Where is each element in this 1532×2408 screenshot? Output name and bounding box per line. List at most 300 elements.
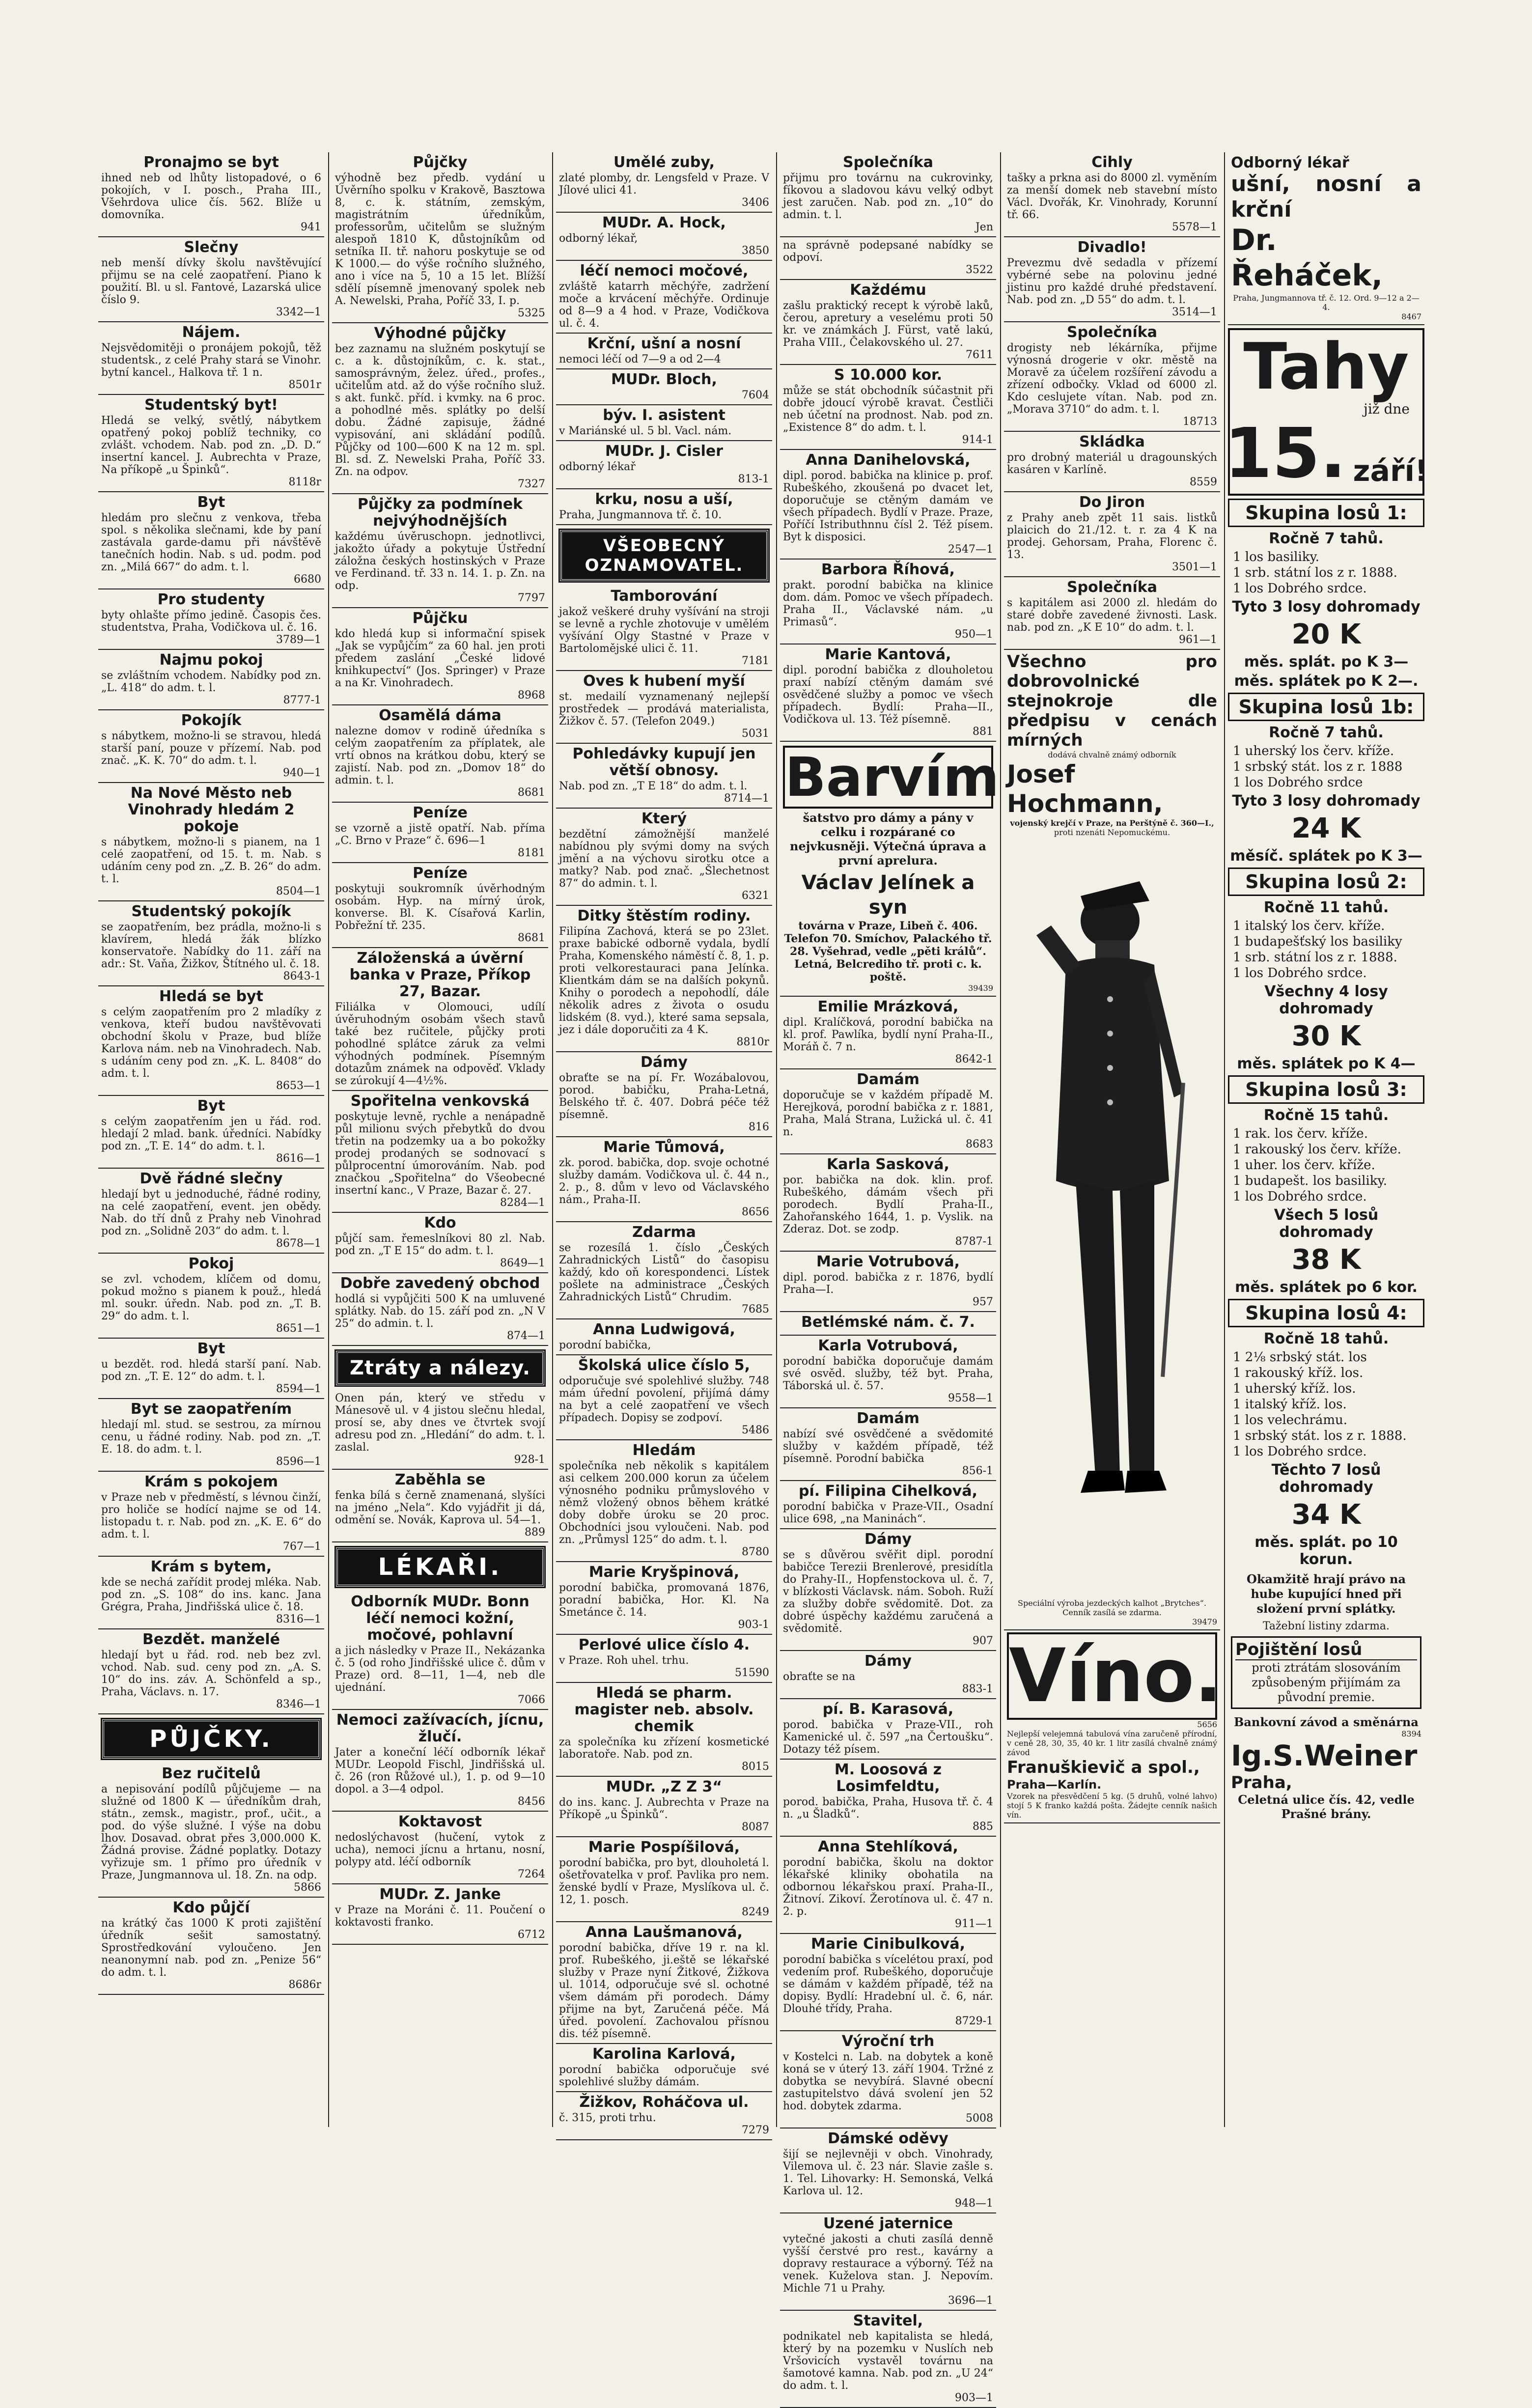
tazebni-listiny: Tažební listiny zdarma. [1262, 1620, 1390, 1632]
ad-code: 948—1 [955, 2197, 993, 2210]
ad-text: byty ohlašte přímo jedině. Časopis čes. studentstva, Praha, Vodičkova ul. č. 16. [101, 609, 321, 634]
column-2-doctor-ads [332, 1592, 548, 1945]
ad-code: 51590 [735, 1667, 769, 1679]
lottery-group-title: Skupina losů 2: [1228, 868, 1424, 896]
classified-ad [780, 1760, 996, 1837]
ad-title: Spořitelna venkovská [350, 1092, 530, 1110]
ad-text: šijí se nejlevněji v obch. Vinohrady, Vilemova ul. č. 23 nár. Slavie zašle s. 1. Tel. Lihovarky: H. Semonská, Velká Karlova ul. 12. [783, 2148, 993, 2197]
classified-ad [98, 492, 324, 589]
ad-title: Anna Danihelovská, [806, 451, 971, 469]
ad-code: 961—1 [1179, 634, 1217, 646]
column-5-ads [1004, 152, 1220, 650]
classified-ad [780, 2128, 996, 2213]
classified-ad [556, 1922, 772, 2044]
ad-code: 7611 [966, 349, 993, 361]
ad-title: Studentský byt! [144, 396, 278, 414]
ad-title: Osamělá dáma [379, 707, 501, 724]
ad-title: Marie Kryšpinová, [588, 1564, 740, 1581]
classified-ad [780, 1529, 996, 1651]
lottery-items [1228, 743, 1424, 790]
ad-code: 8686r [288, 1979, 321, 1991]
ad-code: 3696—1 [948, 2295, 993, 2307]
classified-ad [780, 1934, 996, 2031]
ad-title: Perlové ulice číslo 4. [578, 1636, 750, 1653]
classified-ad [98, 1472, 324, 1557]
bank-address: Celetná ulice čís. 42, vedle Prašné brány. [1238, 1792, 1415, 1821]
ad-title: S 10.000 kor. [834, 366, 942, 384]
classified-ad [780, 997, 996, 1069]
ad-code: 767—1 [283, 1540, 321, 1553]
lottery-note: Tyto 3 losy dohromady [1232, 598, 1421, 616]
ad-title: Kdo [424, 1214, 456, 1232]
classified-ad [780, 1154, 996, 1252]
ad-code: 874—1 [507, 1330, 545, 1342]
ad-title: Odborník MUDr. Bonn léčí nemoci kožní, močové, pohlavní [351, 1593, 529, 1644]
ad-title: Výhodné půjčky [374, 325, 506, 342]
ad-code: 8249 [742, 1906, 769, 1918]
hochmann-line2: vojenský krejčí v Praze, na Perštýně č. 360—I., [1010, 818, 1214, 828]
classified-ad [98, 710, 324, 783]
ad-title: Hledám [632, 1442, 696, 1459]
ad-text: na správně podepsané nabídky se odpoví. [783, 239, 993, 264]
ad-code: 3514—1 [1172, 306, 1217, 318]
ad-code: 9558—1 [948, 1392, 993, 1404]
classified-ad [98, 650, 324, 710]
classified-ad [780, 1481, 996, 1529]
ad-text: s celým zaopatřením pro 2 mladíky z venkova, kteří budou navštěvovati obchodní školu v Praze, bud blíže Karlova nám. neb na Vinohradech. Nab. s udáním ceny pod zn. „K. L. 8408“ do adm. t. l. [101, 1006, 321, 1080]
ad-text: kde se nechá zařídit prodej mléka. Nab. pod zn. „S. 108“ do ins. kanc. Jana Grégra, Praha, Jindřišská ulice č. 18. [101, 1576, 321, 1613]
ad-code: 3522 [966, 264, 993, 276]
ad-code: 3789—1 [276, 634, 321, 646]
ad-title: Peníze [413, 865, 468, 882]
ad-title: Stavitel, [853, 2312, 923, 2329]
ad-title: Pronajmo se byt [143, 154, 279, 171]
ad-title: Na Nové Město neb Vinohrady hledám 2 pokoje [128, 784, 295, 835]
ad-text: společníka neb několik s kapitálem asi celkem 200.000 korun za účelem výnosného podniku průmyslového v němž vložený obnos během krátké doby dobře úroku se 20 proc. Obchodníci jsou vyloučeni. Nab. pod zn. „Průmysl 125“ do adm. t. l. [559, 1460, 769, 1546]
classified-ad [332, 323, 548, 494]
ad-text: výhodně bez předb. vydání u Úvěrního spolku v Krakově, Basztowa 8, c. k. státním, zemským, magistrátním úředníkům, professorům, učitelům se služným alespoň 1810 K, důstojníkům od setníka II. tř. nahoru poskytuje se od K 1000.— do výše ročního služného, ano i více na 5, 10 a 15 let. Blížší sdělí písemně jmenovaný spolek neb A. Newelski, Praha, Poříč 33, I. p. [335, 172, 545, 307]
classified-ad [332, 1884, 548, 1945]
lottery-item: 1 srb. státní los z r. 1888. [1233, 565, 1397, 580]
ad-title: Nájem. [182, 324, 241, 341]
ztraty-banner: Ztráty a nálezy. [336, 1351, 544, 1385]
ad-title: Byt [197, 494, 225, 511]
ad-code: 8616—1 [276, 1152, 321, 1165]
lottery-items [1228, 918, 1424, 981]
ad-title: Divadlo! [1077, 239, 1147, 256]
ad-code: 8559 [1190, 476, 1217, 488]
ad-text: nabízí své osvědčené a svědomité služby v každém případě, též písemně. Porodní babička [783, 1428, 993, 1465]
ad-title: Dámy [864, 1531, 912, 1548]
lottery-note: Těchto 7 losů dohromady [1271, 1461, 1381, 1496]
ad-code: 3342—1 [276, 306, 321, 318]
classified-ad [780, 1651, 996, 1699]
ad-title: býv. I. asistent [603, 407, 725, 424]
ad-title: Bez ručitelů [162, 1765, 261, 1782]
ad-title: Karla Sasková, [827, 1156, 949, 1173]
classified-ad [98, 783, 324, 901]
ad-text: Prevezmu dvě sedadla v přízemí vybérné sebe na polovinu jedné jistinu pro každé druhé představení. Nab. pod zn. „D 55“ do adm. t. l. [1007, 257, 1217, 306]
lottery-item: 1 los basiliky. [1233, 550, 1320, 564]
ad-code: 8683 [966, 1138, 993, 1150]
ad-code: 940—1 [283, 767, 321, 779]
ad-title: Karla Votrubová, [818, 1337, 958, 1354]
ad-text: odborný lékař [559, 461, 636, 473]
ad-title: MUDr. A. Hock, [602, 214, 726, 231]
ad-code: 881 [973, 726, 993, 738]
ad-title: MUDr. Bloch, [611, 371, 717, 388]
ad-title: Najmu pokoj [159, 651, 263, 669]
lottery-item: 1 los Dobrého srdce. [1233, 1444, 1367, 1459]
soldier-figure-svg [1007, 837, 1223, 1598]
ad-title: Marie Tůmová, [603, 1139, 725, 1156]
ad-title: Pro studenty [157, 591, 265, 608]
classified-ad [780, 1252, 996, 1312]
ad-text: hledají byt u jednoduché, řádné rodiny, na celé zaopatření, event. jen obědy. Nab. do tří dnů z Prahy neb Vinohrad pod zn. „Solidně 203“ do adm. t. l. [101, 1188, 321, 1237]
ad-text: porodní babička, [559, 1339, 651, 1351]
ad-code: 8777-1 [283, 694, 321, 706]
ad-text: dipl. porod. babička na klinice p. prof. Rubeškého, zkoušená po dvacet let, doporučuje se ctěným damám ve všech případech. Bydlí v Praze. Praze, Poříčí Istributhnnu čísl 2. Též písem. Byt k disposici. [783, 470, 993, 543]
ad-code: 7604 [742, 389, 769, 401]
ad-code: 856-1 [962, 1465, 993, 1477]
hochmann-line3: proti nzenáti Nepomuckému. [1054, 828, 1170, 837]
lottery-group [1228, 1299, 1424, 1568]
ad-code: 889 [525, 1526, 545, 1539]
classified-ad [332, 608, 548, 705]
ad-code: 8642-1 [955, 1053, 993, 1065]
vino-heading: Víno. [1007, 1632, 1217, 1720]
ad-text: se zvl. vchodem, klíčem od domu, pokud možno s pianem k použ., hledá ml. soukr. úředn. Nab. pod zn. „T. B. 29“ do adm. t. l. [101, 1273, 321, 1322]
lottery-group-title: Skupina losů 1: [1228, 499, 1424, 527]
lottery-monthly: měsíč. splátek po K 3— [1230, 847, 1422, 865]
ad-text: v Kostelci n. Lab. na dobytek a koně koná se v úterý 13. září 1904. Tržné z dobytka se nevybírá. Slavné obecní zastupitelstvo dává svolení jen 52 hod. dobytek zdarma. [783, 2051, 993, 2112]
ad-code: 903-1 [738, 1619, 769, 1631]
vino-place: Praha—Karlín. [1007, 1778, 1102, 1792]
classified-ad [1004, 577, 1220, 650]
ad-title: Krční, ušní a nosní [587, 335, 741, 352]
lottery-item: 1 uherský los červ. kříže. [1233, 744, 1394, 758]
ad-title: Pokojík [181, 712, 242, 729]
ad-text: s nábytkem, možno-li se stravou, hledá starší paní, pouze v přízemí. Nab. pod znač. „K. K. 70“ do adm. t. l. [101, 730, 321, 767]
ad-code: 5866 [294, 1881, 321, 1894]
classified-ad [332, 1091, 548, 1213]
ad-text: může se stát obchodník súčastnit při dobře jdoucí výrobě kravat. Čestliči neb účetní na prodnost. Nab. pod zn. „Existence 8“ do adm. t. l. [783, 385, 993, 434]
ad-title: Do Jiron [1079, 494, 1145, 511]
ad-title: MUDr. J. Cisler [605, 443, 724, 460]
ad-title: Skládka [1079, 433, 1145, 450]
lottery-price: 24 K [1291, 812, 1361, 844]
ad-text: obraťte se na pí. Fr. Wozábalovou, porod. babičku, Praha-Letná, Belského tř. č. 407. Dobrá péče též písemně. [559, 1072, 769, 1121]
ad-text: s celým zaopatřením jen u řád. rod. hledají 2 mlad. bank. úředníci. Nabídky pod zn. „T. E. 14“ do adm. t. l. [101, 1116, 321, 1152]
ad-title: Žižkov, Roháčova ul. [579, 2094, 749, 2111]
classified-ad [556, 671, 772, 744]
ad-title: Byt se zaopatřením [130, 1400, 292, 1418]
ad-title: pí. Filipina Cihelková, [799, 1483, 977, 1500]
ad-text: jakož veškeré druhy vyšívání na stroji se levně a rychle zhotovuje v umělém vyšívání Olgy Stastné v Praze v Bartolomějské ulici č. 11. [559, 606, 769, 655]
ad-text: hledají ml. stud. se sestrou, za mírnou cenu, u řádné rodiny. Nab. pod zn. „T. E. 18. do adm. t. l. [101, 1419, 321, 1456]
ad-title: pí. B. Karasová, [822, 1701, 954, 1718]
hochmann-ad [1004, 650, 1220, 1630]
classified-ad [556, 441, 772, 489]
classified-ad [556, 1635, 772, 1683]
ad-title: Dámy [864, 1652, 912, 1670]
lottery-item: 1 los Dobrého srdce. [1233, 966, 1367, 980]
ad-code: 5486 [742, 1424, 769, 1436]
classified-ad [780, 237, 996, 280]
ad-code: 8015 [742, 1761, 769, 1773]
ad-code: 7181 [742, 655, 769, 667]
classified-ad [98, 1557, 324, 1629]
barvim-heading: Barvím [783, 746, 993, 809]
classified-ad [556, 1137, 772, 1222]
ad-text: přijmu pro továrnu na cukrovinky, fíkovou a sladovou kávu velký odbyt jest zaručen. Nab. pod zn. „10“ do admin. t. l. [783, 172, 993, 221]
ad-title: Marie Votrubová, [816, 1253, 960, 1270]
column-3-ads [556, 152, 772, 525]
ad-title: Dámské oděvy [828, 2130, 948, 2147]
ad-text: porodní babička, pro byt, dlouholetá l. ošetřovatelka v prof. Pavlika pro nem. ženské bydlí v Praze, Myslíkova ul. č. 12, 1. posch. [559, 1857, 769, 1906]
classified-ad [780, 644, 996, 742]
classified-ad [332, 1273, 548, 1346]
classified-ad [556, 1355, 772, 1440]
ad-text: z Prahy aneb zpět 11 sais. listků plaicich do 21./12. t. r. za 4 K na prodej. Gehorsam, Praha, Florenc č. 13. [1007, 512, 1217, 561]
lottery-monthly: měs. splát. po 10 korun. [1254, 1534, 1398, 1568]
ad-text: zvláště katarrh měchýře, zadržení moče a krvácení měchýře. Ordinuje od 8—9 a 4 hod. v Praze, Vodičkova ul. č. 4. [559, 280, 769, 330]
classified-ad [556, 744, 772, 809]
ad-code: 957 [973, 1296, 993, 1308]
ad-code: 816 [749, 1121, 769, 1133]
ad-text: doporučuje se v každém případě M. Herejková, porodní babička z r. 1881, Praha, Malá Strana, Lužická ul. č. 41 n. [783, 1089, 993, 1138]
ad-text: porod. babička, Praha, Husova tř. č. 4 n. „u Šladků“. [783, 1796, 993, 1820]
ad-title: Tamborování [611, 588, 718, 605]
ad-text: dipl. porodní babička z dlouholetou praxí nabízí ctěným damám své osvědčené služby a pomoc ve všech případech. Bydlí: Praha—II., Vodičkova ul. 13. Též písemně. [783, 664, 993, 726]
classified-ad [332, 705, 548, 803]
lottery-price: 38 K [1291, 1244, 1361, 1276]
ad-title: Marie Pospíšilová, [588, 1839, 740, 1856]
ad-title: Půjčky za podmínek nejvýhodnějších [357, 496, 523, 530]
lottery-items [1228, 1349, 1424, 1459]
ad-text: porodní babička odporučuje své spolehlivé služby dámám. [559, 2064, 769, 2088]
classified-ad [556, 261, 772, 334]
ad-title: Společníka [1067, 579, 1157, 596]
ad-text: prakt. porodní babička na klinice dom. dám. Pomoc ve všech případech. Praha II., Václavské nám. „u Primasů“. [783, 579, 993, 628]
ad-text: v Praze na Moráni č. 11. Poučení o koktavosti franko. [335, 1904, 545, 1929]
ad-code: 8649—1 [500, 1257, 545, 1269]
ad-code: 8653—1 [276, 1080, 321, 1092]
ad-title: Oves k hubení myší [583, 672, 745, 690]
classified-ad [556, 334, 772, 369]
ad-title: Emilie Mrázková, [817, 998, 959, 1015]
classified-ad [332, 1592, 548, 1710]
classified-ad [98, 1169, 324, 1254]
classified-ad [332, 1213, 548, 1273]
ad-text: hodlá si vypůjčiti 500 K na umluvené splátky. Nab. do 15. září pod zn. „N V 25“ do admin. t. l. [335, 1293, 545, 1330]
ad-text: nemoci léčí od 7—9 a od 2—4 [559, 353, 721, 365]
classified-ad [98, 322, 324, 395]
ad-code: 7279 [742, 2124, 769, 2136]
ad-text: Jater a koneční léčí odborník lékař MUDr. Leopold Fischl, Jindřišská ul. č. 26 (ron Růžové ul.), 1. p. od 9—10 dopol. a 3—4 odpol. [335, 1746, 545, 1795]
classified-ad [780, 1408, 996, 1481]
ad-text: porodní babička, promovaná 1876, poradní babička, Hor. Kl. Na Smetánce č. 14. [559, 1582, 769, 1619]
ad-title: Hledá se pharm. magister neb. absolv. chemik [574, 1684, 754, 1735]
ad-code: 911—1 [955, 1918, 993, 1930]
ad-text: bezdětní zámožnější manželé nabídnou ply svými domy na svých jmění a na výchovu sirotku otce a matky? Nab. pod znač. „Šlechetnost 87“ do admin. t. l. [559, 828, 769, 890]
lottery-item: 1 2⅛ srbský stát. los [1233, 1350, 1367, 1365]
ad-title: Anna Ludwigová, [593, 1321, 735, 1338]
ad-text: tašky a prkna asi do 8000 zl. vyměním za menší domek neb stavební místo Václ. Dvořák, Kr. Vinohrady, Korunní tř. 66. [1007, 172, 1217, 221]
ad-title: Cihly [1091, 154, 1133, 171]
classified-ad [1004, 492, 1220, 577]
classified-ad [98, 1096, 324, 1169]
classified-ad [1004, 432, 1220, 492]
classified-ad [780, 450, 996, 560]
ad-title: Záloženská a úvěrní banka v Praze, Příkop 27, Bazar. [349, 950, 531, 1000]
classified-ad [332, 803, 548, 863]
classified-ad [780, 1699, 996, 1760]
ad-text: Onen pán, který ve středu v Mánesově ul. v 4 jistou slečnu hledal, prosí se, aby dnes ve čtvrtek svojí adresu pod zn. „Hledání“ do adm. t. l. zaslal. [335, 1392, 545, 1454]
ad-code: 885 [973, 1820, 993, 1833]
ad-title: Pohledávky kupují jen větší obnosy. [572, 745, 756, 779]
sale-note: Okamžitě hrají právo na hube kupující hned při složení první splátky. [1246, 1572, 1406, 1616]
ad-code: 8087 [742, 1821, 769, 1833]
ad-text: Filipína Zachová, která se po 23let. praxe babické odborně vydala, bydlí Praha, Komenského náměstí č. 8, 1. p. proti velkorestauraci pana Jelínka. Klientkám dám se na dalších pokynů. Knihy o porodech a nepohodlí, dále několik adres z života o osudu lidském (8. vyd.), které sama sepsala, jez i dále doporučiti za 4 K. [559, 925, 769, 1036]
ad-text: s nábytkem, možno-li s pianem, na 1 celé zaopatření, od 15. t. m. Nab. s udáním ceny pod zn. „Z. B. 26“ do adm. t. l. [101, 836, 321, 885]
ad-code: 7797 [518, 592, 545, 604]
vino-ad [1004, 1630, 1223, 1823]
ad-title: Společníka [843, 154, 933, 171]
ad-title: Byt [197, 1097, 225, 1115]
ad-code: 813-1 [738, 473, 769, 485]
ad-title: Byt [197, 1340, 225, 1357]
ad-text: Nab. pod zn. „T E 18“ do adm. t. l. [559, 780, 748, 792]
ad-title: léčí nemoci močové, [580, 262, 749, 280]
hochmann-footer: Speciální výroba jezdeckých kalhot „Brytches“. Cenník zasílá se zdarma. [1018, 1598, 1206, 1617]
ad-code: 8346—1 [276, 1698, 321, 1710]
ad-code: 5578—1 [1172, 221, 1217, 233]
lottery-draw-count: Ročně 7 tahů. [1269, 530, 1384, 547]
ad-title: Peníze [413, 804, 468, 821]
classified-ad [780, 2311, 996, 2408]
lottery-monthly: měs. splát. po K 3— [1244, 653, 1409, 671]
classified-ad [332, 1812, 548, 1884]
classified-ad [556, 809, 772, 906]
ad-code: 3406 [742, 196, 769, 209]
classified-ad [556, 586, 772, 671]
ad-code: 903—1 [955, 2392, 993, 2404]
ad-title: Slečny [184, 239, 239, 256]
classified-ad [780, 1837, 996, 1934]
ad-title: Zdarma [632, 1224, 696, 1241]
lottery-group [1228, 693, 1424, 865]
ad-text: hledám pro slečnu z venkova, třeba spol. s několika slečnami, kde by paní zastávala garde-damu při návštěvě tanečních hodin. Nab. s ud. podm. pod zn. „Milá 667“ do adm. t. l. [101, 512, 321, 573]
ad-code: 2547—1 [948, 543, 993, 556]
ad-text: poskytuji soukromník úvěrhodným osobám. Hyp. na mírný úrok, konverse. Bl. K. Císařová Karlin, Pobřežní tř. 235. [335, 883, 545, 932]
hochmann-code: 39479 [1192, 1617, 1217, 1626]
ad-code: 6680 [294, 573, 321, 586]
ad-text: Filiálka v Olomouci, udílí úvěruhodným osobám všech stavů také bez ručitele, půjčky proti pohodlné splátce záruk za velmi výhodných podmínek. Písemným dotazům známek na odpověď. Vklady se zúrokují 4—4½%. [335, 1001, 545, 1087]
ad-code: 883-1 [962, 1683, 993, 1695]
ad-text: kdo hledá kup si informační spisek „Jak se vypůjčím“ za 60 hal. jen proti předem zaslání „České lidové knihkupectví“ (Jos. Springer) v Praze a na Kr. Vinohradech. [335, 628, 545, 689]
pojisteni-text: proti ztrátám slosováním způsobeným přijímám za původní premie. [1252, 1661, 1401, 1704]
ad-code: 18713 [1183, 416, 1217, 428]
ad-text: v Mariánské ul. 5 bl. Vacl. nám. [559, 425, 732, 437]
pujcky-banner: PŮJČKY. [102, 1719, 320, 1759]
lottery-price: 34 K [1291, 1499, 1361, 1531]
ad-code: 6321 [742, 890, 769, 902]
ad-code: 8714—1 [724, 792, 769, 805]
classified-ad [1004, 152, 1220, 237]
classified-ad [556, 906, 772, 1052]
classified-ad [556, 369, 772, 405]
ad-title: Betlémské nám. č. 7. [801, 1314, 975, 1331]
ad-title: Nemoci zažívacích, jícnu, žlučí. [336, 1711, 544, 1745]
ad-title: Půjčky [413, 154, 468, 171]
tahy-date: 15. [1224, 414, 1346, 494]
lottery-item: 1 italský kříž. los. [1233, 1397, 1347, 1412]
lottery-item: 1 uher. los červ. kříže. [1233, 1158, 1375, 1173]
ad-code: 8729-1 [955, 2015, 993, 2027]
classified-ad [98, 1629, 324, 1714]
ad-text: zk. porod. babička, dop. svoje ochotné služby damám. Vodičkova ul. č. 44 n., 2. p., 8. dům v levo od Václavského nám., Praha-II. [559, 1157, 769, 1206]
rehacek-ad [1228, 152, 1424, 325]
classified-ad [556, 1837, 772, 1922]
ad-text: neb menší dívky školu navštěvující přijmu se na celé zaopatření. Piano k použití. Bl. u sl. Fantové, Lazarská ulice číslo 9. [101, 257, 321, 306]
ad-text: v Praze. Roh uhel. trhu. [559, 1654, 689, 1667]
oznamovatel-banner: VŠEOBECNÝ OZNAMOVATEL. [560, 530, 768, 581]
ad-title: Damám [857, 1410, 919, 1427]
ad-title: Krám s bytem, [150, 1558, 272, 1575]
ad-code: Jen [975, 221, 993, 233]
ad-code: 8968 [518, 689, 545, 701]
classified-ad [556, 1319, 772, 1355]
column-1 [98, 152, 324, 2127]
ad-title: Hledá se byt [159, 988, 263, 1005]
lottery-note: Všechny 4 losy dohromady [1264, 983, 1388, 1017]
classified-ad [332, 1390, 548, 1470]
jelinek-code: 39439 [968, 983, 993, 993]
classified-ad [556, 152, 772, 213]
ad-code: 7327 [518, 478, 545, 490]
column-6 [1224, 152, 1428, 2127]
ad-code: 8316—1 [276, 1613, 321, 1625]
ad-title: Umělé zuby, [613, 154, 715, 171]
bank-line: Bankovní závod a směnárna [1234, 1715, 1419, 1729]
ad-title: Ditky štěstím rodiny. [577, 907, 751, 924]
column-rule [776, 152, 777, 2127]
classified-ad [780, 1336, 996, 1408]
ad-text: porodní babička v Praze-VII., Osadní ulice 698, „na Maninách“. [783, 1501, 993, 1525]
ad-title: Zaběhla se [394, 1471, 486, 1488]
classified-ad [332, 948, 548, 1091]
classified-ad [556, 1222, 772, 1319]
bank-city: Praha, [1231, 1773, 1292, 1792]
lottery-item: 1 budapešťský los basiliky [1233, 934, 1402, 949]
ad-title: Dvě řádné slečny [139, 1170, 283, 1187]
classified-ad [556, 1052, 772, 1137]
lottery-draw-count: Ročně 11 tahů. [1263, 899, 1389, 916]
lottery-group [1228, 1075, 1424, 1296]
lottery-items [1228, 1126, 1424, 1204]
classified-ad [780, 1312, 996, 1336]
lekar-address: Praha, Jungmannova tř. č. 12. Ord. 9—12 a 2—4. [1233, 293, 1420, 312]
ad-text: se zvláštním vchodem. Nabídky pod zn. „L. 418“ do adm. t. l. [101, 670, 321, 694]
lottery-group-title: Skupina losů 4: [1228, 1299, 1424, 1327]
jelinek-heading: Václav Jelínek a syn [801, 871, 975, 919]
ad-text: s kapitálem asi 2000 zl. hledám do staré dobře zavedené živnosti. Lask. nab. pod zn. „K E 10“ do adm. t. l. [1007, 597, 1217, 634]
ad-text: u bezdět. rod. hledá starší paní. Nab. pod zn. „T. E. 12“ do adm. t. l. [101, 1358, 321, 1383]
classified-ad [332, 863, 548, 948]
lottery-item: 1 uherský kříž. los. [1233, 1381, 1356, 1396]
classified-ad [556, 2092, 772, 2140]
